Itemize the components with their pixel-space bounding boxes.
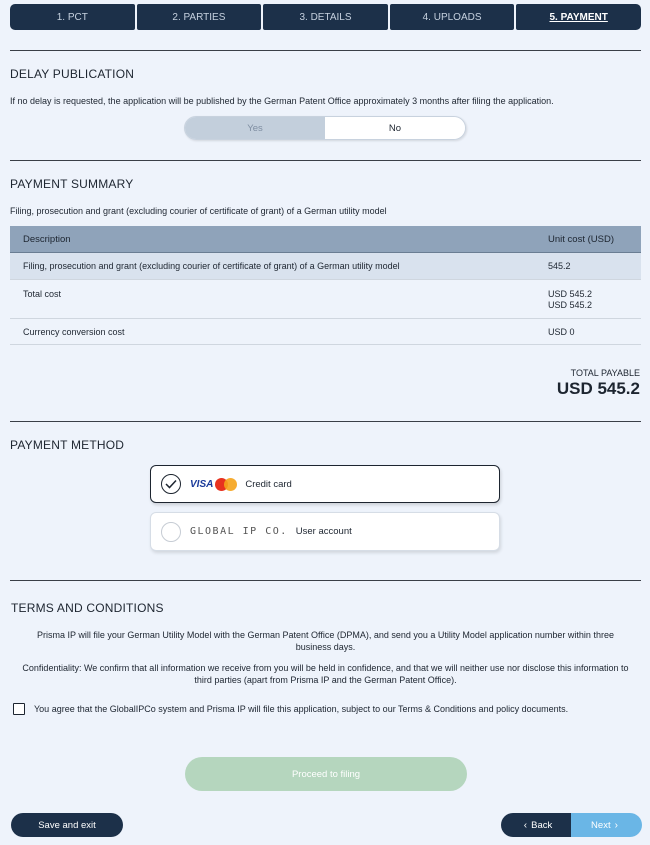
row-cost-secondary: USD 545.2	[548, 300, 593, 310]
terms-paragraph-confidentiality: Confidentiality: We confirm that all information we receive from you will be held in confidence, and that we will neither use nor disclose this information to third parties (apart from Prisma IP and the German Patent Office).	[22, 663, 629, 685]
row-cost-cell	[537, 289, 641, 318]
step-details[interactable]: 3. DETAILS	[263, 4, 388, 30]
row-description: Total cost	[23, 289, 62, 299]
total-payable-label: TOTAL PAYABLE	[570, 368, 640, 378]
delay-yes-option[interactable]: Yes	[185, 117, 325, 139]
agree-label: You agree that the GlobalIPCo system and Prisma IP will file this application, subject to our Terms & Conditions and policy documents.	[34, 704, 569, 714]
pagination-buttons	[501, 813, 642, 837]
divider	[10, 421, 641, 422]
save-and-exit-button[interactable]: Save and exit	[11, 813, 123, 837]
radio-unselected-icon[interactable]	[161, 522, 181, 542]
visa-logo: VISA	[190, 478, 214, 490]
payment-table	[10, 226, 641, 345]
user-account-option[interactable]	[150, 512, 500, 551]
user-account-label: User account	[295, 526, 352, 537]
row-cost: 545.2	[548, 261, 571, 271]
table-row	[10, 319, 641, 345]
chevron-right-icon: ›	[614, 819, 618, 831]
progress-steps	[10, 4, 641, 30]
terms-heading: TERMS AND CONDITIONS	[11, 601, 164, 615]
divider	[10, 160, 641, 161]
row-cost: USD 0	[548, 326, 575, 337]
chevron-left-icon: ‹	[523, 819, 528, 831]
next-label: Next	[591, 819, 611, 831]
agree-checkbox[interactable]	[13, 703, 25, 715]
step-parties[interactable]: 2. PARTIES	[137, 4, 262, 30]
credit-card-label: Credit card	[245, 478, 292, 490]
payment-summary-heading: PAYMENT SUMMARY	[10, 177, 134, 191]
row-description: Filing, prosecution and grant (excluding courier of certificate of grant) of a German utility model	[23, 261, 400, 271]
credit-card-option[interactable]	[150, 465, 500, 503]
terms-paragraph-filing: Prisma IP will file your German Utility Model with the German Patent Office (DPMA), and send you a Utility Model application number within three business days.	[37, 630, 614, 652]
step-uploads[interactable]: 4. UPLOADS	[390, 4, 515, 30]
row-description: Currency conversion cost	[23, 326, 125, 337]
delay-no-option[interactable]: No	[325, 117, 465, 139]
divider	[10, 580, 641, 581]
radio-selected-check-icon[interactable]	[161, 474, 181, 494]
global-ip-co-logo: GLOBAL IP CO.	[190, 526, 288, 537]
next-button[interactable]	[571, 813, 642, 837]
column-header-unit-cost: Unit cost (USD)	[548, 233, 614, 245]
delay-publication-heading: DELAY PUBLICATION	[10, 67, 135, 81]
proceed-to-filing-button[interactable]: Proceed to filing	[185, 757, 467, 791]
delay-publication-text: If no delay is requested, the application will be published by the German Patent Office approximately 3 months after filing the application.	[10, 96, 554, 106]
divider	[10, 50, 641, 51]
table-header-row	[10, 226, 641, 253]
table-row	[10, 253, 641, 280]
mastercard-logo-icon	[215, 478, 237, 491]
step-pct[interactable]: 1. PCT	[10, 4, 135, 30]
column-header-description: Description	[23, 233, 71, 245]
payment-method-heading: PAYMENT METHOD	[10, 438, 125, 452]
back-button[interactable]	[501, 813, 571, 837]
payment-summary-subtitle: Filing, prosecution and grant (excluding courier of certificate of grant) of a German utility model	[10, 206, 387, 216]
back-label: Back	[531, 819, 553, 831]
delay-toggle	[184, 116, 466, 140]
step-payment[interactable]: 5. PAYMENT	[516, 4, 641, 30]
total-payable-value: USD 545.2	[556, 379, 640, 398]
table-row	[10, 280, 641, 319]
row-cost: USD 545.2	[548, 289, 593, 299]
